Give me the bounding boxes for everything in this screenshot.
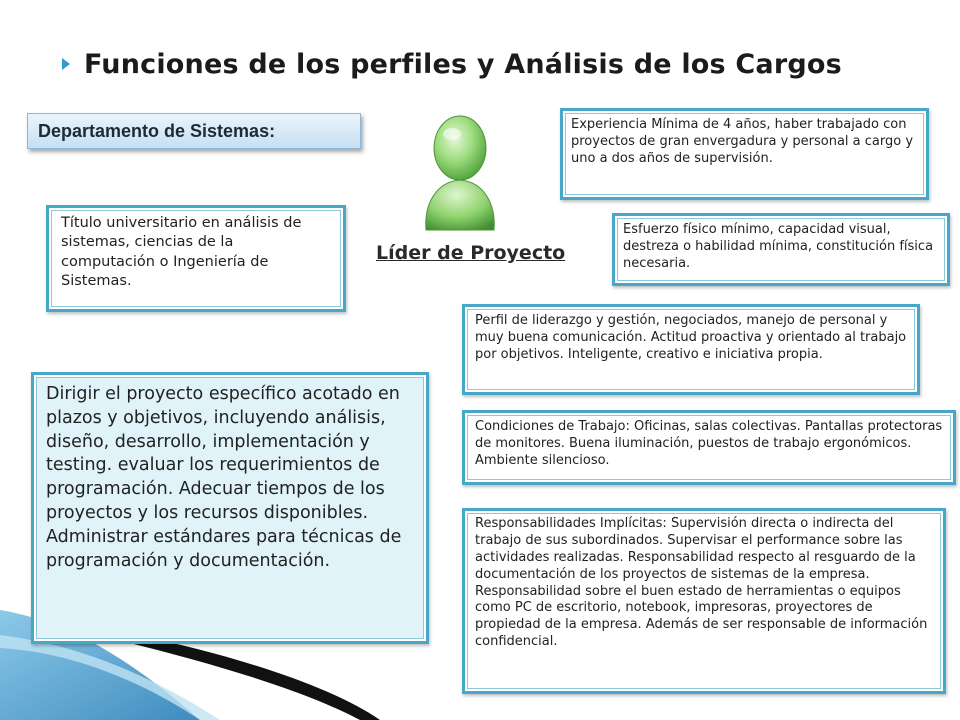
work-conditions-box [462,410,956,485]
work-conditions-text: Condiciones de Trabajo: Oficinas, salas colectivas. Pantallas protectoras de monitores. Buena iluminación, puestos de trabajo ergonómicos. Ambiente silencioso. [475,419,943,469]
department-label-box [27,113,361,149]
department-label: Departamento de Sistemas: [38,120,276,141]
user-silhouette-icon [418,112,502,232]
duties-box [31,372,429,644]
bullet-arrow-icon [62,58,70,70]
responsibilities-text: Responsabilidades Implícitas: Supervisión directa o indirecta del trabajo de sus subordinados. Supervisar el performance sobre las actividades realizadas. Responsabilidad respecto al resguardo de la documentación de los proyectos de sistemas de la empresa. Responsabilidad sobre el buen estado de herramientas o equipos como PC de escritorio, notebook, impresoras, proyectores de propiedad de la empresa. Además de ser responsable de información confidencial. [475,516,928,650]
role-title: Líder de Proyecto [376,242,566,264]
profile-box [462,304,920,395]
responsibilities-box [462,508,946,694]
degree-box [46,205,346,312]
slide-title-row [62,44,842,84]
experience-box [560,108,929,200]
experience-text: Experiencia Mínima de 4 años, haber trabajado con proyectos de gran envergadura y personal a cargo y uno a dos años de supervisión. [571,117,914,167]
duties-text: Dirigir el proyecto específico acotado en plazos y objetivos, incluyendo análisis, diseño, desarrollo, implementación y testing. evaluar los requerimientos de programación. Adecuar tiempos de los proyectos y los recursos disponibles. Administrar estándares para técnicas de programación y documentación. [46,384,402,571]
degree-text: Título universitario en análisis de sistemas, ciencias de la computación o Ingeniería de Sistemas. [61,215,302,289]
slide-title: Funciones de los perfiles y Análisis de los Cargos [84,48,842,80]
profile-text: Perfil de liderazgo y gestión, negociados, manejo de personal y muy buena comunicación. Actitud proactiva y orientado al trabajo por objetivos. Inteligente, creativo e iniciativa propia. [475,313,907,363]
effort-text: Esfuerzo físico mínimo, capacidad visual, destreza o habilidad mínima, constitución física necesaria. [623,222,934,272]
effort-box [612,213,950,286]
